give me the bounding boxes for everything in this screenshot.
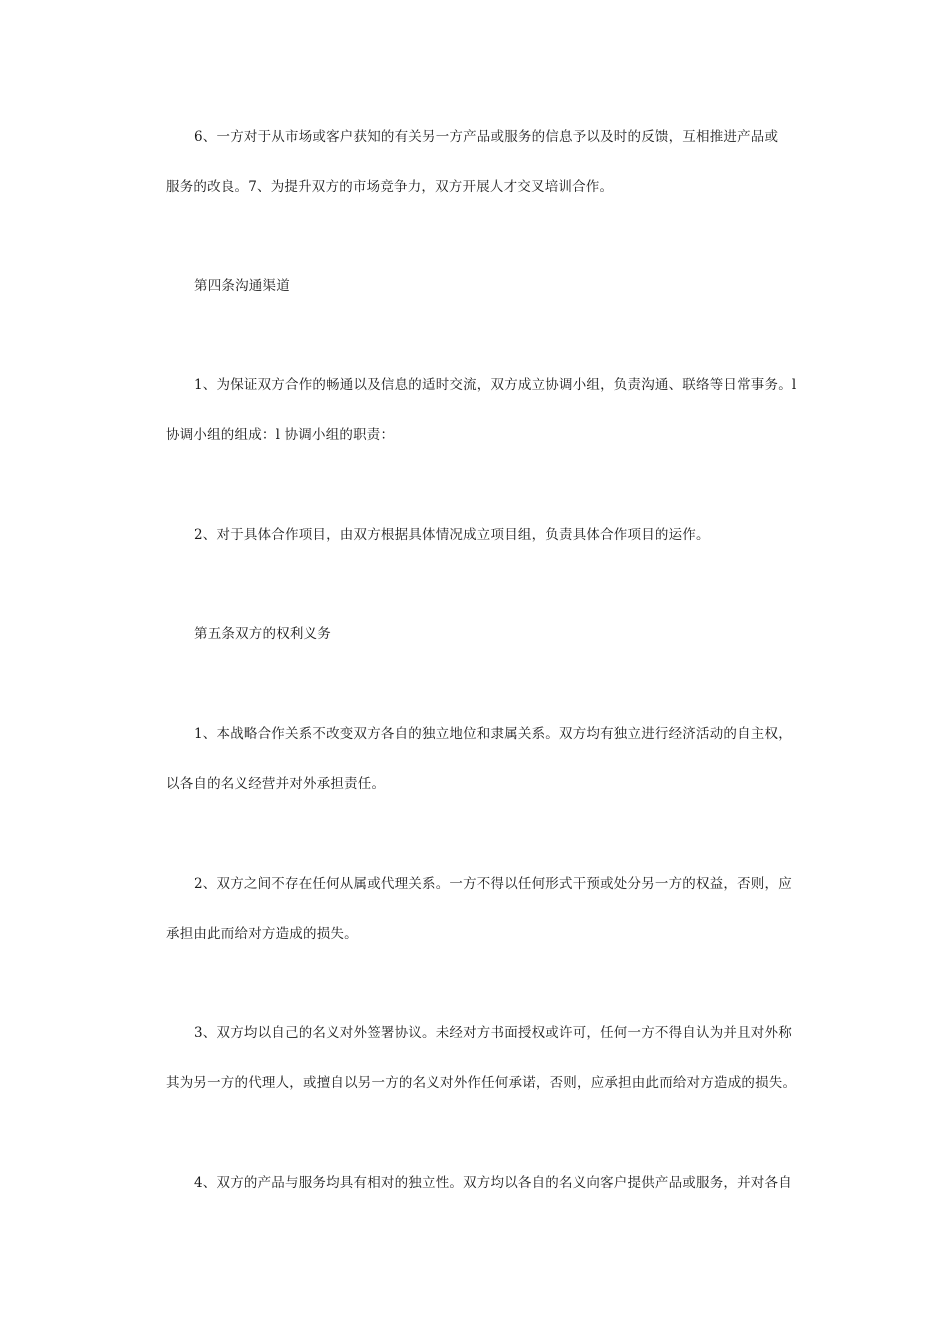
article-5-clause-2-line-2: 承担由此而给对方造成的损失。: [166, 926, 358, 942]
clause-6-line-2: 服务的改良。7、为提升双方的市场竞争力，双方开展人才交叉培训合作。: [166, 179, 614, 195]
article-5-clause-4-line-1: 4、双方的产品与服务均具有相对的独立性。双方均以各自的名义向客户提供产品或服务，并对各自: [194, 1175, 792, 1191]
article-5-clause-3-line-1: 3、双方均以自己的名义对外签署协议。未经对方书面授权或许可，任何一方不得自认为并且对外称: [194, 1025, 792, 1041]
article-5-clause-2-line-1: 2、双方之间不存在任何从属或代理关系。一方不得以任何形式干预或处分另一方的权益，否则，应: [194, 876, 792, 892]
article-5-clause-1-line-2: 以各自的名义经营并对外承担责任。: [166, 776, 386, 792]
section-heading-article-5: 第五条双方的权利义务: [194, 626, 331, 642]
article-5-clause-3-line-2: 其为另一方的代理人，或擅自以另一方的名义对外作任何承诺，否则，应承担由此而给对方造成的损失。: [166, 1075, 797, 1091]
article-4-clause-1-line-2: 协调小组的组成：l 协调小组的职责：: [166, 427, 395, 443]
article-4-clause-1-line-1: 1、为保证双方合作的畅通以及信息的适时交流，双方成立协调小组，负责沟通、联络等日常事务。l: [194, 377, 797, 393]
article-4-clause-2: 2、对于具体合作项目，由双方根据具体情况成立项目组，负责具体合作项目的运作。: [194, 527, 710, 543]
article-5-clause-1-line-1: 1、本战略合作关系不改变双方各自的独立地位和隶属关系。双方均有独立进行经济活动的自主权，: [194, 726, 792, 742]
clause-6-line-1: 6、一方对于从市场或客户获知的有关另一方产品或服务的信息予以及时的反馈，互相推进产品或: [194, 129, 779, 145]
section-heading-article-4: 第四条沟通渠道: [194, 278, 290, 294]
